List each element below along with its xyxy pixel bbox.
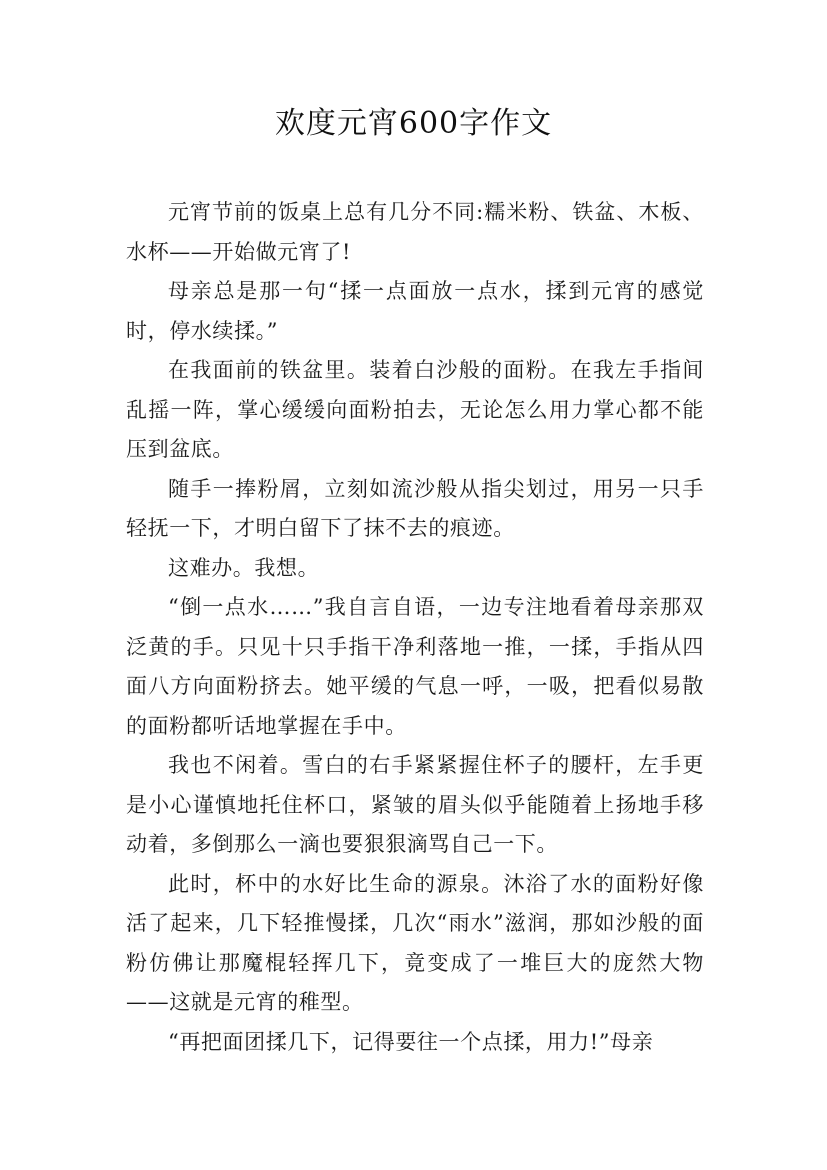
paragraph: 元宵节前的饭桌上总有几分不同:糯米粉、铁盆、木板、水杯——开始做元宵了! xyxy=(126,200,704,264)
paragraph: 此时，杯中的水好比生命的源泉。沐浴了水的面粉好像活了起来，几下轻推慢揉，几次“雨水”滋润，那如沙般的面粉仿佛让那魔棍轻挥几下，竟变成了一堆巨大的庞然大物——这就是元宵的稚型。 xyxy=(126,871,704,1014)
document-body xyxy=(126,193,704,1062)
paragraph: 我也不闲着。雪白的右手紧紧握住杯子的腰杆，左手更是小心谨慎地托住杯口，紧皱的眉头似乎能随着上扬地手移动着，多倒那么一滴也要狠狠滴骂自己一下。 xyxy=(126,753,704,856)
paragraph: 这难办。我想。 xyxy=(168,555,320,580)
paragraph: 母亲总是那一句“揉一点面放一点水，揉到元宵的感觉时，停水续揉。” xyxy=(126,279,704,343)
paragraph: “再把面团揉几下，记得要往一个点揉，用力!”母亲 xyxy=(168,1029,654,1054)
paragraph: 在我面前的铁盆里。装着白沙般的面粉。在我左手指间乱摇一阵，掌心缓缓向面粉拍去，无论怎么用力掌心都不能压到盆底。 xyxy=(126,358,704,461)
paragraph: “倒一点水……”我自言自语，一边专注地看着母亲那双泛黄的手。只见十只手指干净利落地一推，一揉，手指从四面八方向面粉挤去。她平缓的气息一呼，一吸，把看似易散的面粉都听话地掌握在手中。 xyxy=(126,595,704,738)
paragraph: 随手一捧粉屑，立刻如流沙般从指尖划过，用另一只手轻抚一下，才明白留下了抹不去的痕迹。 xyxy=(126,476,704,540)
document-title: 欢度元宵600字作文 xyxy=(274,106,553,141)
